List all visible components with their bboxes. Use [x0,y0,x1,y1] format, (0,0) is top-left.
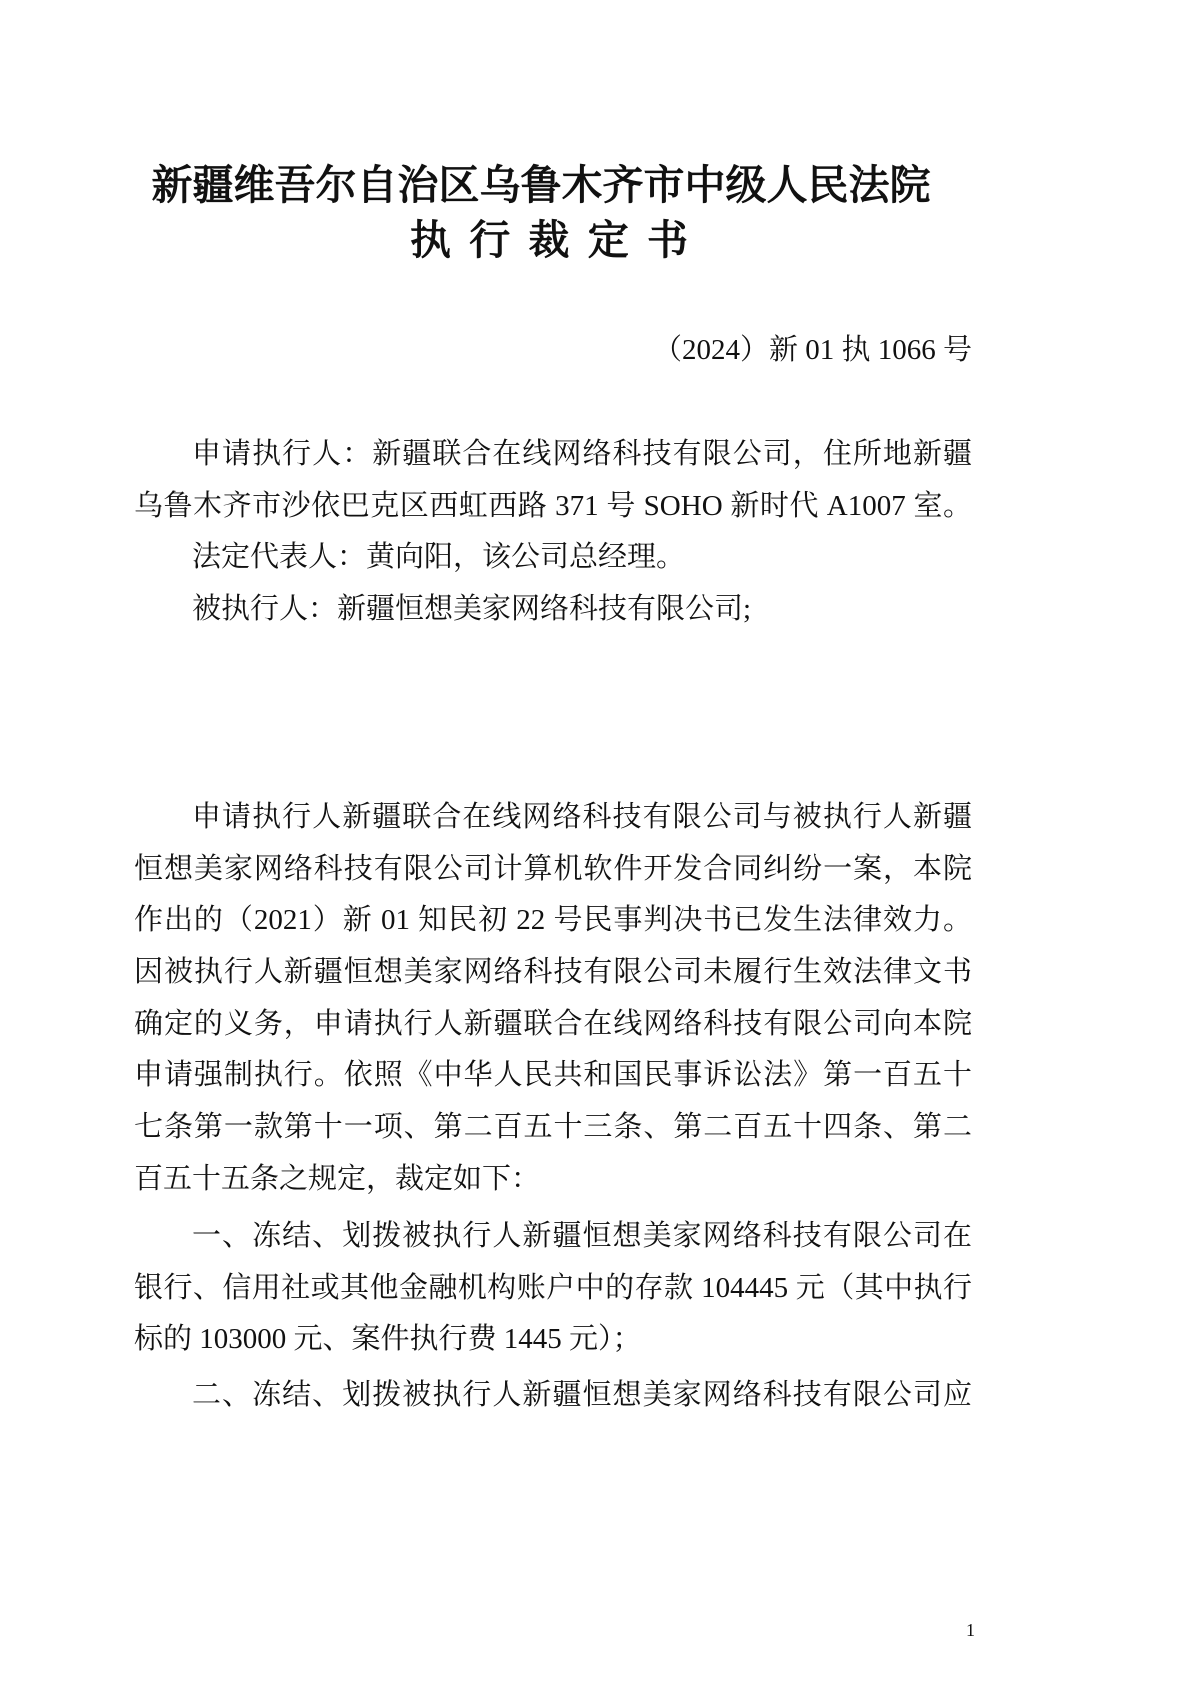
ruling-body [134,792,972,1422]
court-name-title: 新疆维吾尔自治区乌鲁木齐市中级人民法院 [151,162,931,208]
page-number: 1 [966,1620,975,1640]
parties-section [134,429,972,636]
paragraph-case-background [134,792,972,1206]
text-line: 法定代表人：黄向阳，该公司总经理。 [192,541,686,574]
text-line: 百五十五条之规定，裁定如下： [134,1162,541,1195]
text-line: 申请强制执行。依照《中华人民共和国民事诉讼法》第一百五十 [134,1059,972,1092]
text-line: 银行、信用社或其他金融机构账户中的存款 104445 元（其中执行 [134,1271,972,1304]
text-line: 二、冻结、划拨被执行人新疆恒想美家网络科技有限公司应 [192,1379,972,1412]
text-line: 被执行人：新疆恒想美家网络科技有限公司; [192,593,752,626]
text-line: 一、冻结、划拨被执行人新疆恒想美家网络科技有限公司在 [192,1220,972,1252]
text-line: 作出的（2021）新 01 知民初 22 号民事判决书已发生法律效力。 [134,904,972,937]
text-line: 申请执行人：新疆联合在线网络科技有限公司，住所地新疆 [192,438,972,470]
text-line: 因被执行人新疆恒想美家网络科技有限公司未履行生效法律文书 [134,956,972,989]
case-number: （2024）新 01 执 1066 号 [652,334,972,366]
text-line: 恒想美家网络科技有限公司计算机软件开发合同纠纷一案，本院 [134,852,972,885]
text-line: 申请执行人新疆联合在线网络科技有限公司与被执行人新疆 [192,801,972,833]
text-line: 七条第一款第十一项、第二百五十三条、第二百五十四条、第二 [134,1111,972,1144]
text-line: 标的 103000 元、案件执行费 1445 元）； [134,1323,642,1356]
party-respondent [134,584,972,636]
document-type-title: 执 行 裁 定 书 [410,217,692,263]
party-applicant [134,429,972,532]
party-legal-representative [134,532,972,584]
text-line: 确定的义务，申请执行人新疆联合在线网络科技有限公司向本院 [134,1007,972,1040]
paragraph-ruling-item-2 [134,1370,972,1422]
text-line: 乌鲁木齐市沙依巴克区西虹西路 371 号 SOHO 新时代 A1007 室。 [134,489,972,522]
paragraph-ruling-item-1 [134,1211,972,1366]
